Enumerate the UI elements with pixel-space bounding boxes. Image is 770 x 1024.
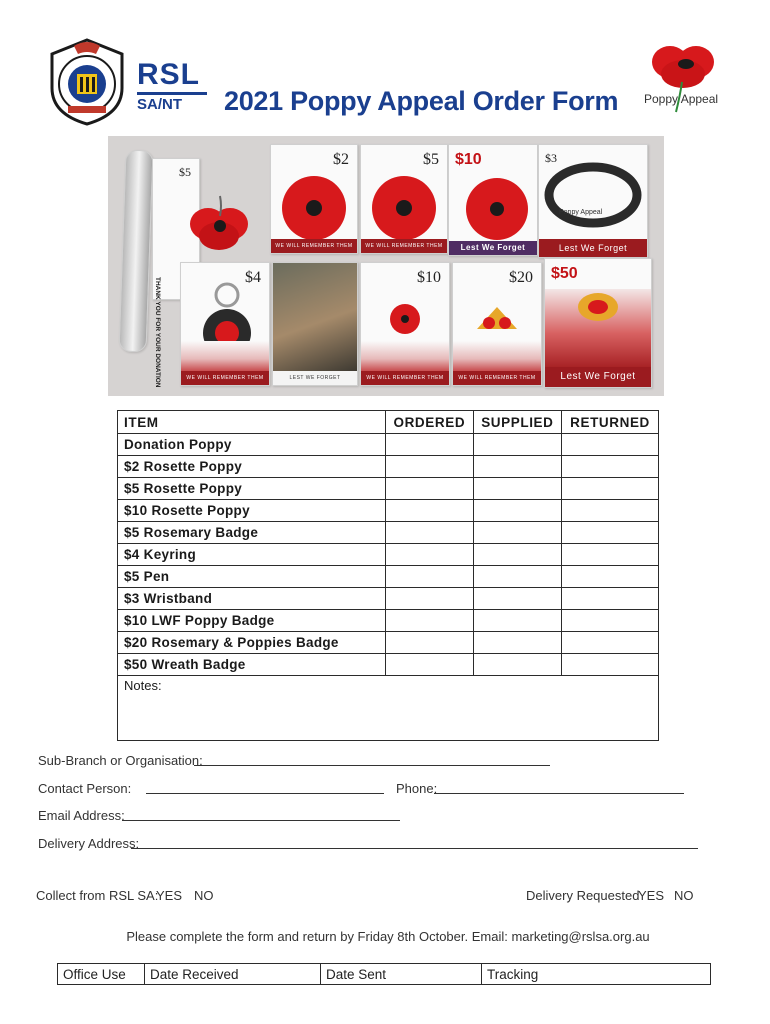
contact-person-label: Contact Person: (38, 781, 132, 796)
rosemary-poppies-badge-card (452, 262, 542, 386)
submission-instructions: Please complete the form and return by Friday 8th October. Email: marketing@rslsa.org.au (126, 929, 650, 944)
order-row (118, 632, 659, 654)
delivery-yes-option[interactable]: YES (638, 888, 665, 903)
delivery-address-field[interactable] (131, 848, 698, 849)
order-row (118, 544, 659, 566)
returned-cell[interactable] (562, 478, 659, 500)
rosette-card-10 (448, 144, 538, 256)
ordered-cell[interactable] (386, 434, 474, 456)
notes-field[interactable]: Notes: (118, 676, 659, 741)
ordered-cell[interactable] (386, 500, 474, 522)
item-name: $5 Rosette Poppy (118, 478, 386, 500)
rosette-card-5 (360, 144, 448, 254)
price-label: $5 (179, 165, 191, 179)
supplied-cell[interactable] (473, 456, 561, 478)
office-use-cell: Office Use (58, 964, 145, 985)
header-ordered: ORDERED (386, 411, 474, 434)
item-name: $10 Rosette Poppy (118, 500, 386, 522)
price-label: $20 (509, 269, 533, 286)
item-name: $4 Keyring (118, 544, 386, 566)
card-text: THANK YOU FOR YOUR DONATION (154, 277, 161, 388)
tracking-cell: Tracking (482, 964, 711, 985)
rosemary-badge-card (272, 262, 358, 386)
wreath-badge-card (544, 258, 652, 388)
returned-cell[interactable] (562, 610, 659, 632)
card-footer: WE WILL REMEMBER THEM (361, 239, 447, 253)
price-label: $5 (423, 151, 439, 168)
price-label: $50 (551, 265, 578, 282)
header-returned: RETURNED (562, 411, 659, 434)
date-received-cell: Date Received (145, 964, 321, 985)
delivery-address-label: Delivery Address: (38, 836, 140, 851)
item-name: Donation Poppy (118, 434, 386, 456)
supplied-cell[interactable] (473, 566, 561, 588)
product-photo (108, 136, 664, 396)
rsl-logo-sub: SA/NT (137, 96, 182, 113)
header-supplied: SUPPLIED (473, 411, 561, 434)
returned-cell[interactable] (562, 654, 659, 676)
card-footer: Lest We Forget (545, 367, 651, 387)
phone-label: Phone: (396, 781, 438, 796)
card-caption: Poppy Appeal (559, 209, 603, 216)
order-row (118, 456, 659, 478)
keyring-card (180, 262, 270, 386)
order-row (118, 434, 659, 456)
order-table-header (118, 411, 659, 434)
item-name: $2 Rosette Poppy (118, 456, 386, 478)
card-footer: WE WILL REMEMBER THEM (271, 239, 357, 253)
order-row (118, 522, 659, 544)
rosette-card-2 (270, 144, 358, 254)
card-footer: WE WILL REMEMBER THEM (181, 371, 269, 385)
supplied-cell[interactable] (473, 632, 561, 654)
order-table (117, 410, 659, 741)
item-name: $20 Rosemary & Poppies Badge (118, 632, 386, 654)
returned-cell[interactable] (562, 544, 659, 566)
ordered-cell[interactable] (386, 610, 474, 632)
ordered-cell[interactable] (386, 522, 474, 544)
ordered-cell[interactable] (386, 544, 474, 566)
order-row (118, 500, 659, 522)
price-label: $4 (245, 269, 261, 286)
card-footer: LEST WE FORGET (273, 371, 357, 385)
pen-product (118, 150, 153, 353)
ordered-cell[interactable] (386, 632, 474, 654)
supplied-cell[interactable] (473, 610, 561, 632)
ordered-cell[interactable] (386, 456, 474, 478)
date-sent-cell: Date Sent (321, 964, 482, 985)
item-name: $10 LWF Poppy Badge (118, 610, 386, 632)
poppy-appeal-label: Poppy Appeal (644, 92, 719, 106)
rsl-logo-bar (137, 92, 207, 95)
rsl-logo-text: RSL (137, 58, 200, 91)
order-row (118, 654, 659, 676)
wristband-card (538, 144, 648, 258)
card-footer: Lest We Forget (539, 239, 647, 257)
ordered-cell[interactable] (386, 566, 474, 588)
page-title: 2021 Poppy Appeal Order Form (224, 86, 619, 116)
item-name: $50 Wreath Badge (118, 654, 386, 676)
supplied-cell[interactable] (473, 654, 561, 676)
phone-field[interactable] (434, 793, 684, 794)
lwf-badge-card (360, 262, 450, 386)
ordered-cell[interactable] (386, 588, 474, 610)
supplied-cell[interactable] (473, 434, 561, 456)
rsl-wordmark (137, 60, 207, 113)
rsl-badge-logo (46, 38, 128, 126)
supplied-cell[interactable] (473, 544, 561, 566)
contact-person-field[interactable] (146, 793, 384, 794)
item-name: $3 Wristband (118, 588, 386, 610)
price-label: $3 (545, 151, 557, 165)
card-footer: WE WILL REMEMBER THEM (453, 371, 541, 385)
item-name: $5 Rosemary Badge (118, 522, 386, 544)
loose-poppy (184, 192, 254, 262)
header-item: ITEM (118, 411, 386, 434)
notes-row (118, 676, 659, 741)
ordered-cell[interactable] (386, 478, 474, 500)
price-label: $10 (417, 269, 441, 286)
email-address-field[interactable] (122, 820, 400, 821)
ordered-cell[interactable] (386, 654, 474, 676)
order-row (118, 566, 659, 588)
returned-cell[interactable] (562, 566, 659, 588)
price-label: $10 (455, 151, 482, 168)
email-address-label: Email Address: (38, 808, 125, 823)
sub-branch-field[interactable] (194, 765, 550, 766)
order-row (118, 478, 659, 500)
returned-cell[interactable] (562, 434, 659, 456)
card-footer: Lest We Forget (449, 241, 537, 255)
supplied-cell[interactable] (473, 478, 561, 500)
delivery-no-option[interactable]: NO (674, 888, 694, 903)
delivery-requested-label: Delivery Requested (526, 888, 640, 903)
supplied-cell[interactable] (473, 500, 561, 522)
collect-label: Collect from RSL SA: (36, 888, 159, 903)
card-footer: WE WILL REMEMBER THEM (361, 371, 449, 385)
collect-no-option[interactable]: NO (194, 888, 214, 903)
returned-cell[interactable] (562, 522, 659, 544)
item-name: $5 Pen (118, 566, 386, 588)
office-use-row (58, 964, 711, 985)
office-use-table (57, 963, 711, 985)
returned-cell[interactable] (562, 456, 659, 478)
order-row (118, 588, 659, 610)
supplied-cell[interactable] (473, 588, 561, 610)
returned-cell[interactable] (562, 632, 659, 654)
sub-branch-label: Sub-Branch or Organisation: (38, 753, 203, 768)
returned-cell[interactable] (562, 588, 659, 610)
returned-cell[interactable] (562, 500, 659, 522)
price-label: $2 (333, 151, 349, 168)
collect-yes-option[interactable]: YES (156, 888, 183, 903)
order-row (118, 610, 659, 632)
supplied-cell[interactable] (473, 522, 561, 544)
